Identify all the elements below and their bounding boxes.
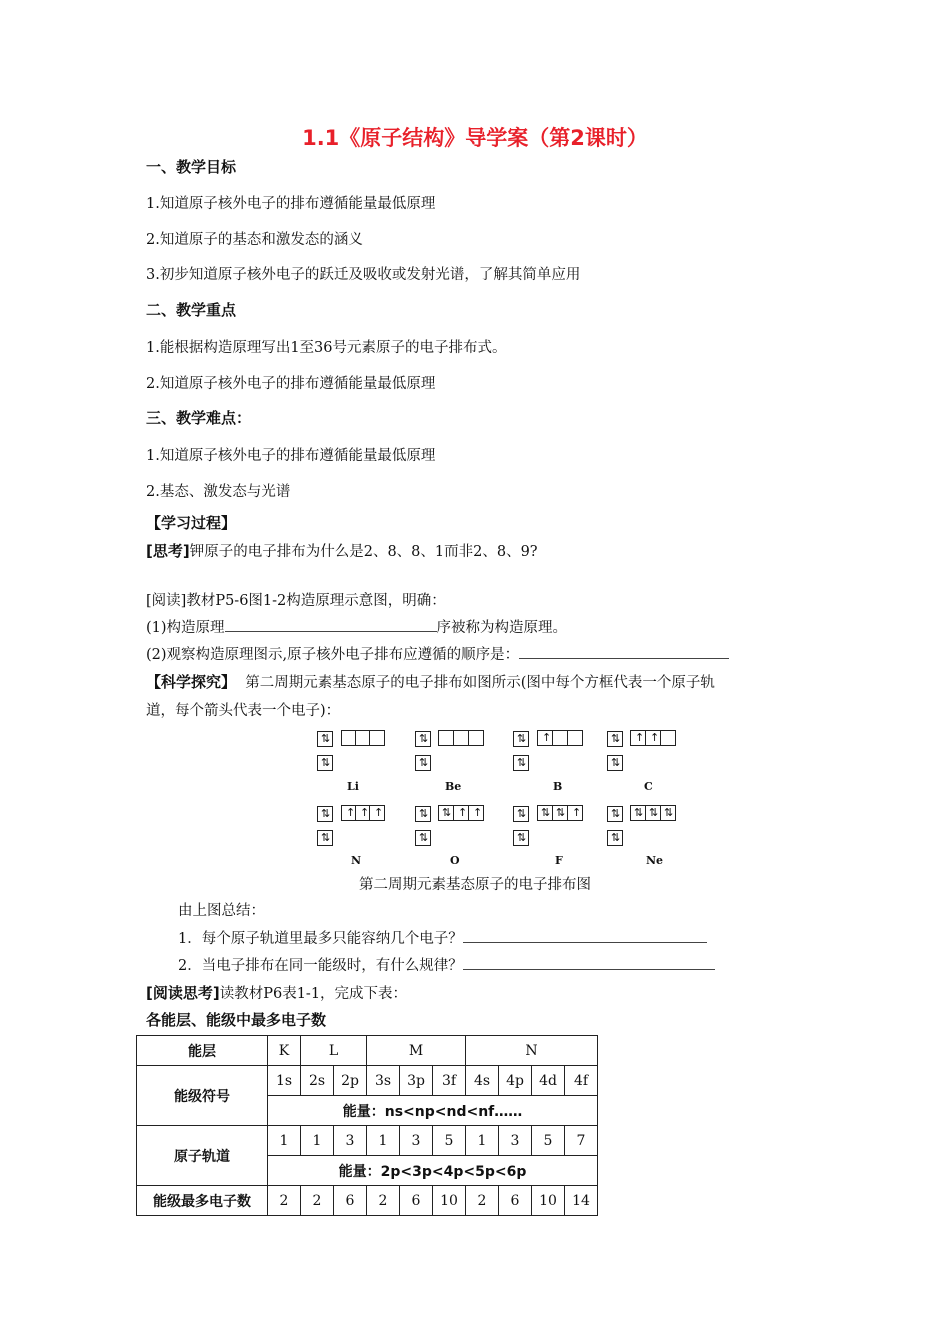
updown-arrow-icon: ⇅: [321, 756, 331, 769]
orbital-box-1s-b: [513, 755, 529, 771]
table-cell: 1: [466, 1126, 499, 1156]
updown-arrow-icon: ⇅: [419, 756, 429, 769]
think-text: 钾原子的电子排布为什么是2、8、8、1而非2、8、9?: [189, 544, 538, 560]
table-cell: N: [466, 1036, 598, 1066]
explore-line-2: 道，每个箭头代表一个电子)：: [146, 703, 341, 719]
table-cell: 1s: [268, 1066, 301, 1096]
updown-arrow-icon: ⇅: [517, 756, 527, 769]
table-cell: 7: [565, 1126, 598, 1156]
table-cell: 2: [466, 1186, 499, 1216]
table-cell: 14: [565, 1186, 598, 1216]
updown-arrow-icon: ⇅: [321, 732, 331, 745]
table-cell: 2p: [334, 1066, 367, 1096]
table-cell: 5: [433, 1126, 466, 1156]
up-arrow-icon: ↑: [473, 806, 483, 819]
updown-arrow-icon: ⇅: [649, 806, 659, 819]
orbital-box-2p-f: [537, 805, 583, 821]
read-think-line: [146, 982, 407, 1003]
orbital-box-2s-b: [513, 731, 529, 747]
keypoint-item: 2.知道原子核外电子的排布遵循能量最低原理: [146, 376, 436, 392]
read-think-text: 读教材P6表1-1，完成下表：: [219, 986, 408, 1002]
element-label-f: F: [555, 854, 563, 867]
updown-arrow-icon: ⇅: [611, 807, 621, 820]
updown-arrow-icon: ⇅: [321, 807, 331, 820]
table-cell: 5: [532, 1126, 565, 1156]
table-cell: M: [367, 1036, 466, 1066]
goal-item: 1.知道原子核外电子的排布遵循能量最低原理: [146, 196, 436, 212]
table-row: [137, 1036, 598, 1066]
row-header: 能级符号: [137, 1066, 268, 1126]
element-label-o: O: [450, 854, 460, 867]
table-cell: 1: [268, 1126, 301, 1156]
process-heading: 【学习过程】: [146, 514, 237, 532]
question-2: [146, 643, 729, 664]
up-arrow-icon: ↑: [458, 806, 468, 819]
explore-line-1: [146, 671, 715, 692]
table-cell: 1: [367, 1126, 400, 1156]
table-row: [137, 1126, 598, 1156]
orbital-box-1s-ne: [607, 830, 623, 846]
keypoints-heading: 二、教学重点: [146, 301, 237, 319]
question-1: [146, 616, 567, 637]
orbital-box-1s-n: [317, 830, 333, 846]
orbital-box-2p-n: [341, 805, 385, 821]
summary-q2-text: 2．当电子排布在同一能级时，有什么规律？: [178, 958, 463, 974]
summary-question-1: [178, 927, 707, 948]
explore-text: 第二周期元素基态原子的电子排布如图所示(图中每个方框代表一个原子轨: [245, 675, 715, 691]
updown-arrow-icon: ⇅: [442, 806, 452, 819]
up-arrow-icon: ↑: [650, 731, 660, 744]
table-cell: 4s: [466, 1066, 499, 1096]
think-tag: [思考]: [146, 542, 190, 560]
goals-heading: 一、教学目标: [146, 158, 237, 176]
orbital-box-1s-c: [607, 755, 623, 771]
table-cell: 4d: [532, 1066, 565, 1096]
element-label-b: B: [553, 780, 563, 793]
table-cell: 4p: [499, 1066, 532, 1096]
q1-prefix: (1)构造原理: [146, 620, 225, 636]
orbital-box-1s-o: [415, 830, 431, 846]
table-cell: 6: [334, 1186, 367, 1216]
table-cell: 3s: [367, 1066, 400, 1096]
table-cell: 6: [499, 1186, 532, 1216]
up-arrow-icon: ↑: [360, 806, 370, 819]
difficulty-item: 1.知道原子核外电子的排布遵循能量最低原理: [146, 448, 436, 464]
updown-arrow-icon: ⇅: [419, 807, 429, 820]
updown-arrow-icon: ⇅: [517, 807, 527, 820]
table-cell: 能量：2p<3p<4p<5p<6p: [268, 1156, 598, 1186]
table-cell: 3p: [400, 1066, 433, 1096]
table-cell: 10: [433, 1186, 466, 1216]
orbital-box-1s-f: [513, 830, 529, 846]
updown-arrow-icon: ⇅: [419, 732, 429, 745]
explore-tag: 【科学探究】: [146, 673, 237, 691]
keypoint-item: 1.能根据构造原理写出1至36号元素原子的电子排布式。: [146, 340, 507, 356]
updown-arrow-icon: ⇅: [611, 756, 621, 769]
orbital-box-1s-be: [415, 755, 431, 771]
updown-arrow-icon: ⇅: [611, 732, 621, 745]
updown-arrow-icon: ⇅: [321, 831, 331, 844]
table-cell: L: [301, 1036, 367, 1066]
updown-arrow-icon: ⇅: [556, 806, 566, 819]
up-arrow-icon: ↑: [346, 806, 356, 819]
table-cell: 2s: [301, 1066, 334, 1096]
q1-suffix: 序被称为构造原理。: [436, 620, 568, 636]
page-title: 1.1《原子结构》导学案（第2课时）: [302, 126, 648, 150]
table-cell: 2: [301, 1186, 334, 1216]
table-cell: 2: [268, 1186, 301, 1216]
orbital-box-2p-li: [341, 730, 385, 746]
updown-arrow-icon: ⇅: [611, 831, 621, 844]
updown-arrow-icon: ⇅: [517, 732, 527, 745]
updown-arrow-icon: ⇅: [541, 806, 551, 819]
energy-level-table: [136, 1035, 598, 1216]
table-cell: 4f: [565, 1066, 598, 1096]
table-cell: 3f: [433, 1066, 466, 1096]
think-line: [146, 540, 538, 561]
updown-arrow-icon: ⇅: [634, 806, 644, 819]
table-row: [137, 1186, 598, 1216]
orbital-box-2s-n: [317, 806, 333, 822]
element-label-n: N: [351, 854, 362, 867]
element-label-li: Li: [347, 780, 359, 793]
orbital-box-2s-ne: [607, 806, 623, 822]
table-cell: 3: [334, 1126, 367, 1156]
summary-q1-blank[interactable]: [463, 927, 707, 943]
table-cell: 3: [499, 1126, 532, 1156]
row-header: 原子轨道: [137, 1126, 268, 1186]
table-cell: 能量：ns<np<nd<nf……: [268, 1096, 598, 1126]
updown-arrow-icon: ⇅: [664, 806, 674, 819]
goal-item: 2.知道原子的基态和激发态的涵义: [146, 232, 363, 248]
updown-arrow-icon: ⇅: [517, 831, 527, 844]
element-label-be: Be: [445, 780, 462, 793]
orbital-box-2p-ne: [630, 805, 676, 821]
up-arrow-icon: ↑: [374, 806, 384, 819]
orbital-box-2s-o: [415, 806, 431, 822]
summary-q2-blank[interactable]: [463, 954, 715, 970]
table-cell: 3: [400, 1126, 433, 1156]
table-heading: 各能层、能级中最多电子数: [146, 1011, 327, 1029]
table-cell: 6: [400, 1186, 433, 1216]
table-row: [137, 1066, 598, 1096]
table-cell: 10: [532, 1186, 565, 1216]
difficulty-item: 2.基态、激发态与光谱: [146, 484, 291, 500]
summary-intro: 由上图总结：: [178, 903, 265, 919]
q1-blank[interactable]: [225, 616, 437, 632]
orbital-box-2p-c: [630, 730, 676, 746]
up-arrow-icon: ↑: [572, 806, 582, 819]
summary-q1-text: 1．每个原子轨道里最多只能容纳几个电子？: [178, 931, 463, 947]
orbital-box-2s-c: [607, 731, 623, 747]
orbital-box-2s-f: [513, 806, 529, 822]
orbital-box-1s-li: [317, 755, 333, 771]
difficulties-heading: 三、教学难点：: [146, 409, 252, 427]
orbital-box-2p-b: [537, 730, 583, 746]
updown-arrow-icon: ⇅: [419, 831, 429, 844]
orbital-box-2p-be: [438, 730, 484, 746]
goal-item: 3.初步知道原子核外电子的跃迁及吸收或发射光谱，了解其简单应用: [146, 267, 581, 283]
orbital-box-2s-li: [317, 731, 333, 747]
read-think-tag: [阅读思考]: [146, 984, 220, 1002]
figure-caption: 第二周期元素基态原子的电子排布图: [359, 877, 591, 893]
row-header: 能级最多电子数: [137, 1186, 268, 1216]
orbital-box-2p-o: [438, 805, 484, 821]
element-label-c: C: [644, 780, 653, 793]
orbital-box-2s-be: [415, 731, 431, 747]
table-cell: K: [268, 1036, 301, 1066]
up-arrow-icon: ↑: [635, 731, 645, 744]
read-line: [阅读]教材P5-6图1-2构造原理示意图，明确：: [146, 593, 446, 609]
row-header: 能层: [137, 1036, 268, 1066]
q2-blank[interactable]: [519, 643, 729, 659]
q2-prefix: (2)观察构造原理图示,原子核外电子排布应遵循的顺序是：: [146, 647, 520, 663]
table-cell: 1: [301, 1126, 334, 1156]
table-cell: 2: [367, 1186, 400, 1216]
up-arrow-icon: ↑: [542, 731, 552, 744]
element-label-ne: Ne: [646, 854, 664, 867]
summary-question-2: [178, 954, 715, 975]
